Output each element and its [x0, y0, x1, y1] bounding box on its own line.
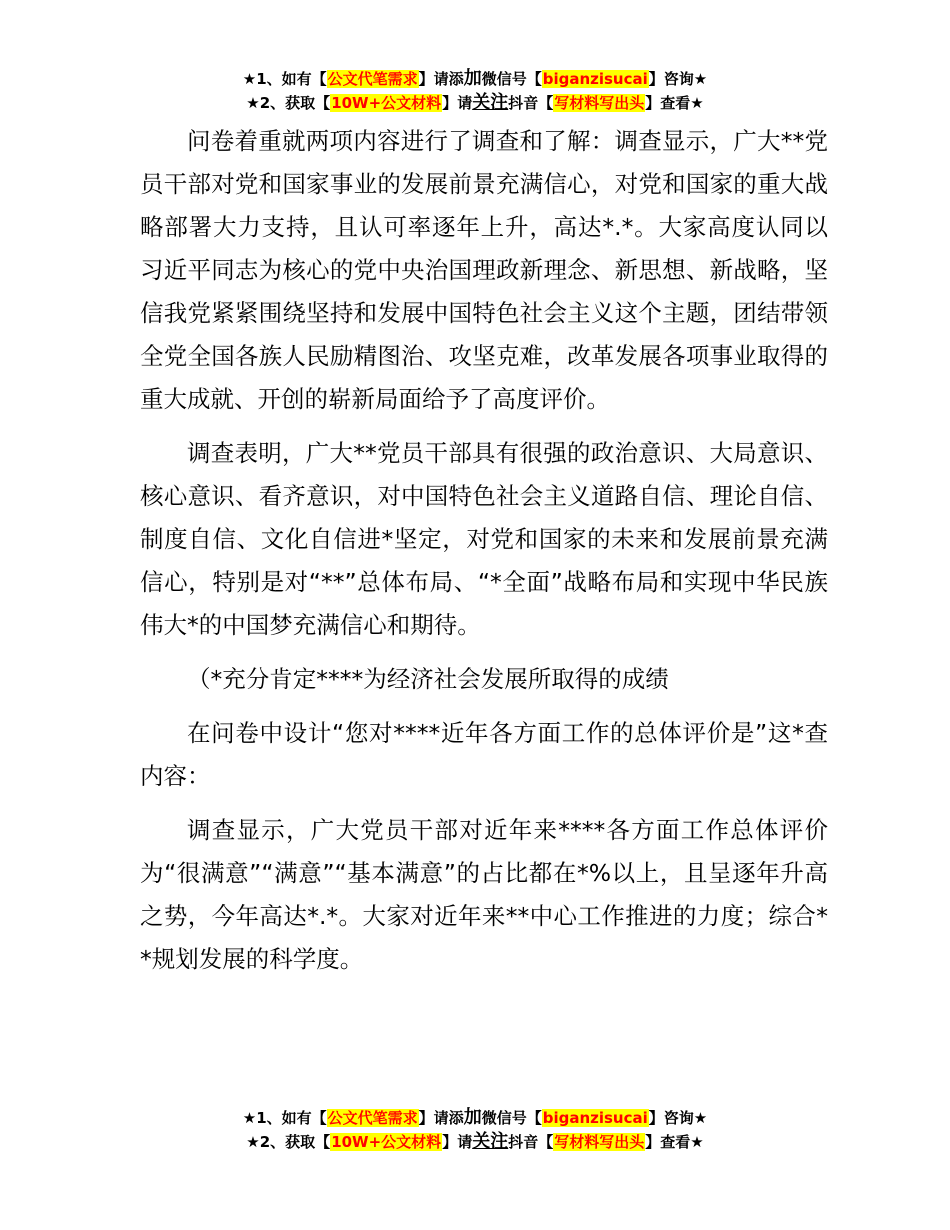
star-icon: ★ — [690, 1133, 704, 1151]
section-heading: （*充分肯定****为经济社会发展所取得的成绩 — [187, 665, 669, 693]
star-icon: ★ — [242, 1109, 257, 1127]
highlight-service: 公文代笔需求 — [327, 1109, 418, 1127]
banner-text: 1、如有【 — [256, 70, 327, 88]
header-ad-banner — [0, 67, 950, 115]
highlight-materials: 10W+公文材料 — [331, 94, 442, 112]
star-icon: ★ — [690, 94, 704, 112]
banner-text: 】查看 — [645, 1133, 691, 1151]
banner-text: 加 — [463, 68, 482, 89]
highlight-materials: 10W+公文材料 — [331, 1133, 442, 1151]
banner-text: 】请 — [442, 1133, 473, 1151]
star-icon: ★ — [693, 70, 708, 88]
banner-text: 加 — [463, 1107, 482, 1128]
star-icon: ★ — [246, 94, 260, 112]
banner-text: 】咨询 — [648, 1109, 694, 1127]
banner-text: 2、获取【 — [259, 94, 331, 112]
banner-text: 1、如有【 — [256, 1109, 327, 1127]
banner-line-2 — [0, 1130, 950, 1154]
paragraph: 问卷着重就两项内容进行了调查和了解：调查显示，广大**党员干部对党和国家事业的发展前景充满信心，对党和国家的重大战略部署大力支持，且认可率逐年上升，高达*.*。大家高度认同以习近平同志为核心的党中央治国理政新理念、新思想、新战略，坚信我党紧紧围绕坚持和发展中国特色社会主义这个主题，团结带领全党全国各族人民励精图治、攻坚克难，改革发展各项事业取得的重大成就、开创的崭新局面给予了高度评价。 — [140, 127, 828, 413]
highlight-wechat-id: biganzisucai — [542, 1109, 648, 1127]
banner-text: 】请添 — [418, 1109, 464, 1127]
banner-text: 抖音【 — [508, 1133, 554, 1151]
banner-line-1 — [0, 1106, 950, 1130]
banner-text: 微信号【 — [481, 70, 542, 88]
banner-text: 】咨询 — [648, 70, 694, 88]
banner-text: 微信号【 — [481, 1109, 542, 1127]
banner-text: 】请 — [442, 94, 473, 112]
paragraph: 调查显示，广大党员干部对近年来****各方面工作总体评价为“很满意”“满意”“基本满意”的占比都在*%以上，且呈逐年升高之势，今年高达*.*。大家对近年来**中心工作推进的力度；综合**规划发展的科学度。 — [140, 816, 828, 973]
paragraph: 调查表明，广大**党员干部具有很强的政治意识、大局意识、核心意识、看齐意识，对中国特色社会主义道路自信、理论自信、制度自信、文化自信进*坚定，对党和国家的未来和发展前景充满信心，特别是对“**”总体布局、“*全面”战略布局和实现中华民族伟大*的中国梦充满信心和期待。 — [140, 439, 828, 639]
paragraph: 在问卷中设计“您对****近年各方面工作的总体评价是”这*查内容： — [140, 719, 828, 790]
footer-ad-banner — [0, 1106, 950, 1154]
banner-text: 抖音【 — [508, 94, 554, 112]
highlight-douyin-id: 写材料写出头 — [554, 94, 645, 112]
star-icon: ★ — [246, 1133, 260, 1151]
document-body — [140, 120, 828, 992]
star-icon: ★ — [693, 1109, 708, 1127]
banner-text: 2、获取【 — [259, 1133, 331, 1151]
banner-text: 关注 — [472, 92, 509, 113]
banner-line-1 — [0, 67, 950, 91]
banner-line-2 — [0, 91, 950, 115]
banner-text: 】查看 — [645, 94, 691, 112]
highlight-service: 公文代笔需求 — [327, 70, 418, 88]
banner-text: 】请添 — [418, 70, 464, 88]
highlight-wechat-id: biganzisucai — [542, 70, 648, 88]
highlight-douyin-id: 写材料写出头 — [554, 1133, 645, 1151]
star-icon: ★ — [242, 70, 257, 88]
banner-text: 关注 — [472, 1131, 509, 1152]
